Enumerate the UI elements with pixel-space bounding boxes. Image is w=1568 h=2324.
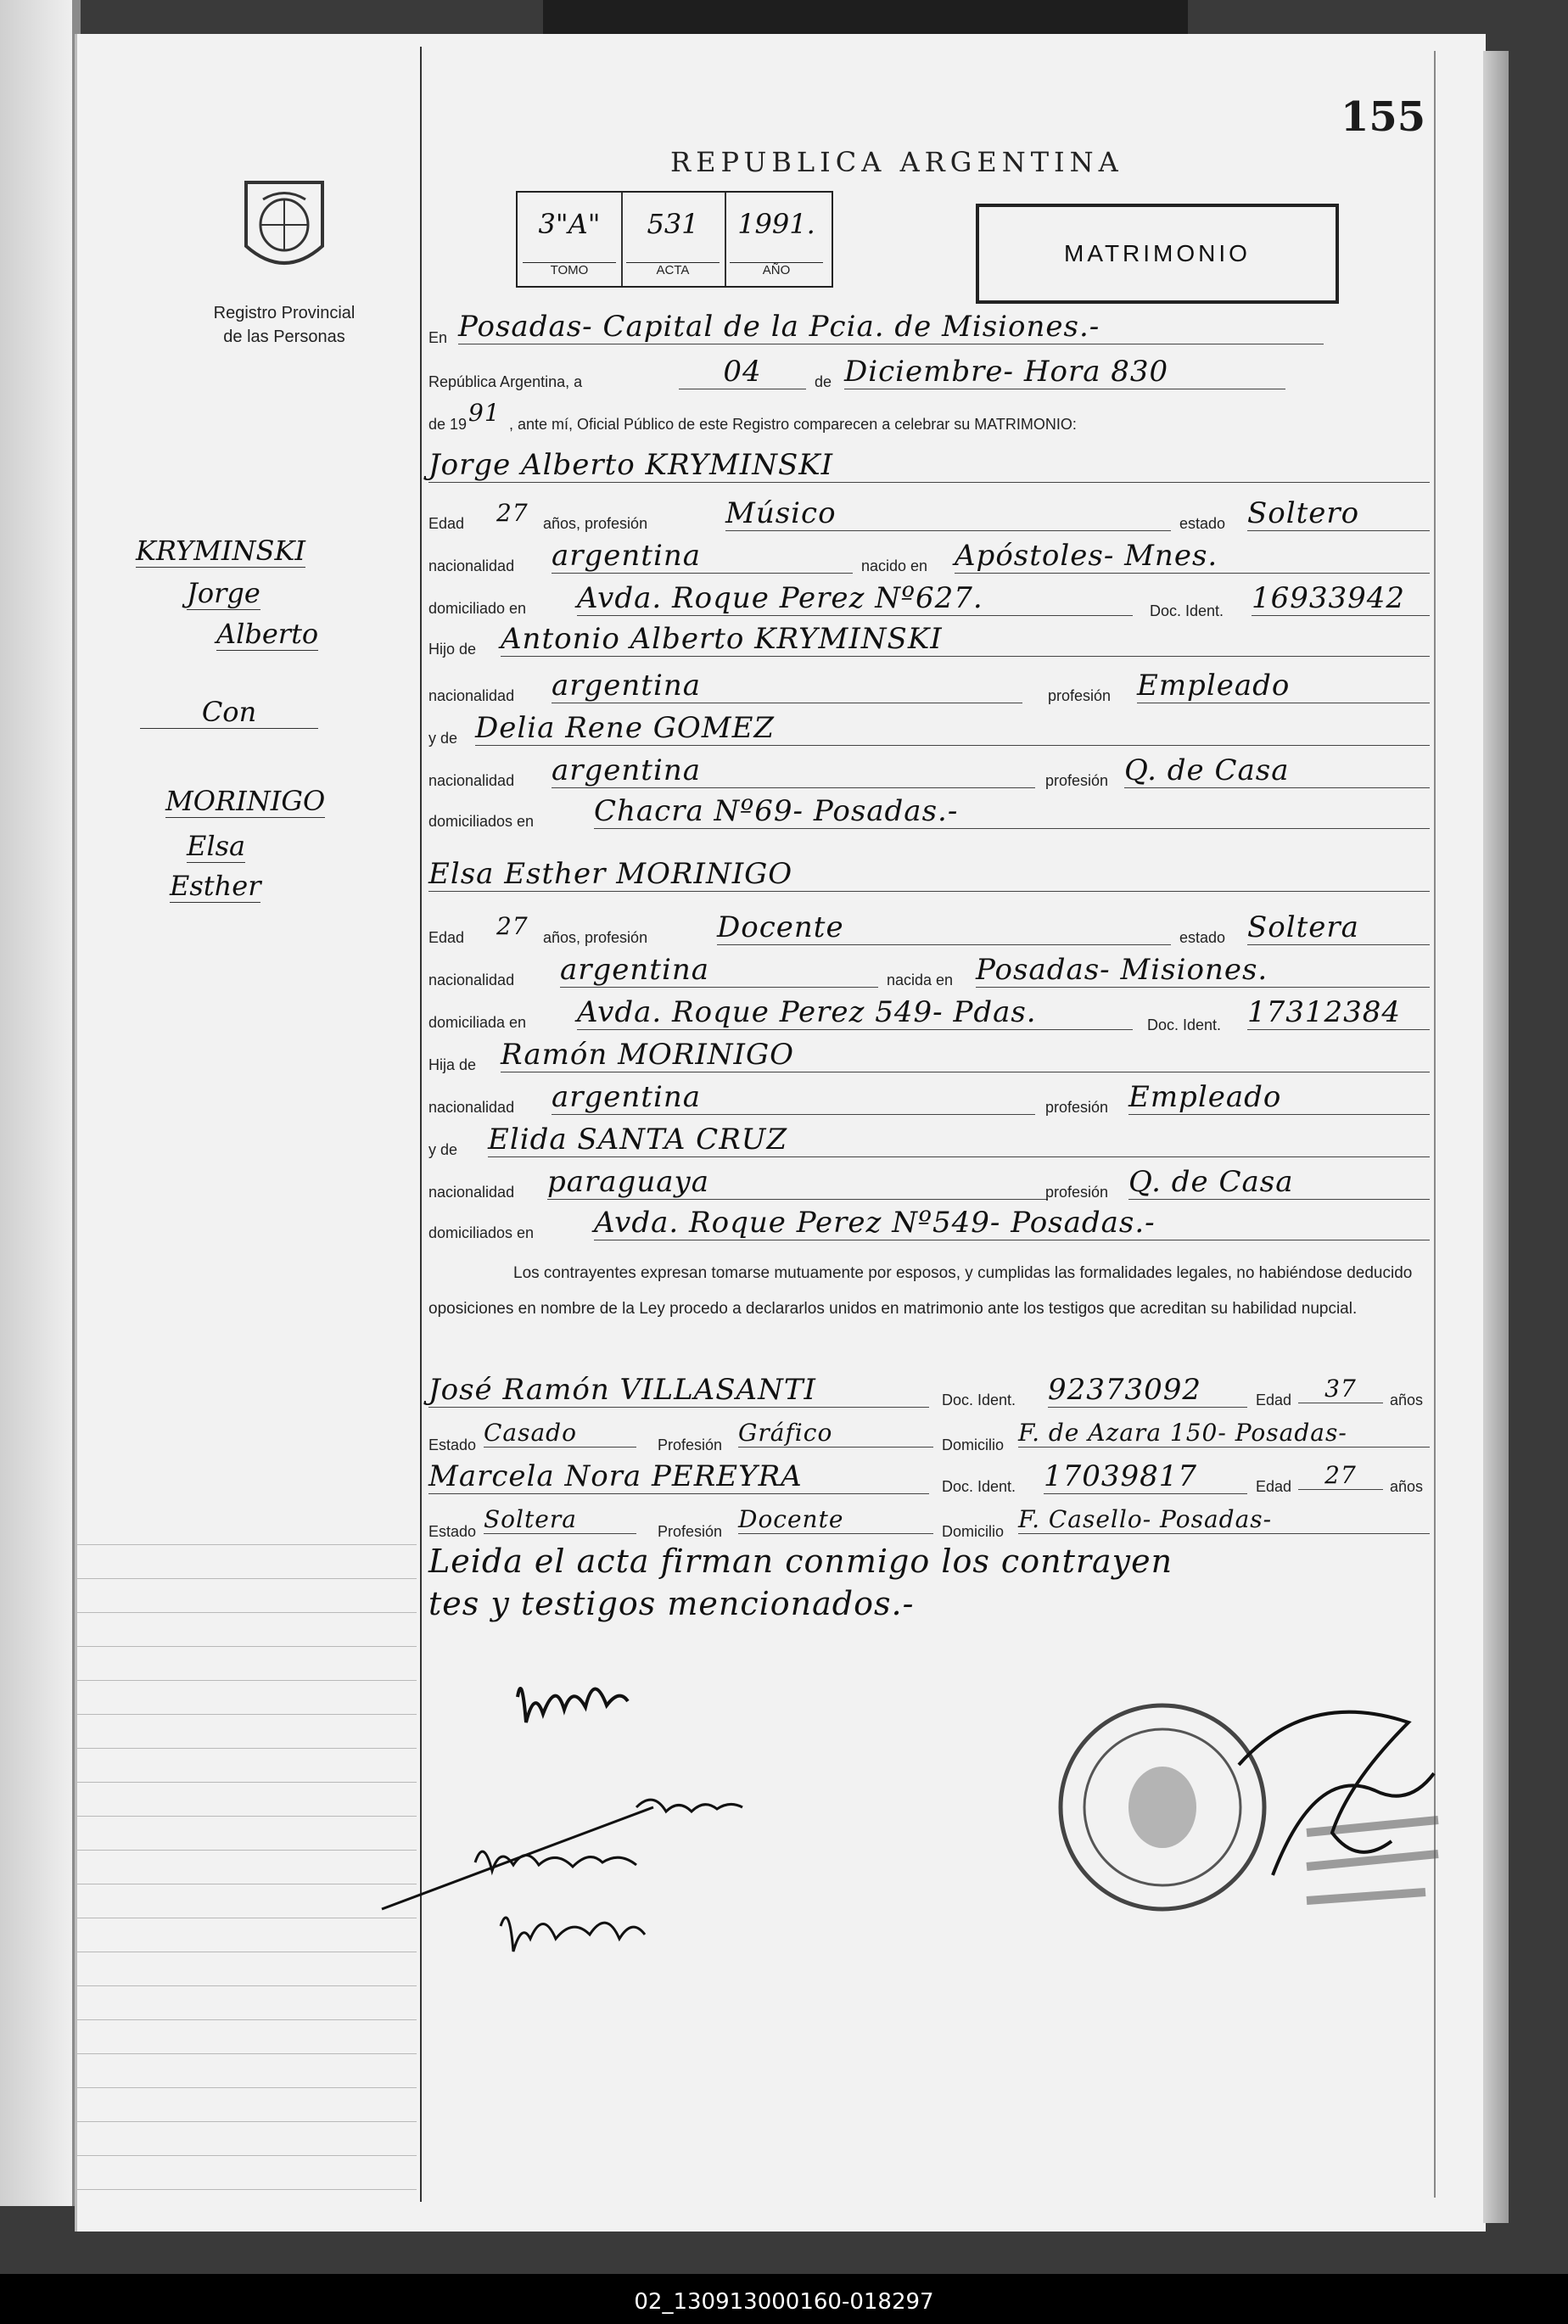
bride-estado: Soltera [1247, 910, 1430, 945]
bride-name: Elsa Esther MORINIGO [428, 857, 1430, 892]
groom-doc: 16933942 [1252, 581, 1430, 616]
groom-edad-label: Edad [428, 515, 465, 532]
en-label: En [428, 329, 448, 346]
month-value: Diciembre- Hora 830 [844, 355, 1285, 389]
witness-1-prof-label: Profesión [658, 1436, 723, 1453]
record-type-box: MATRIMONIO [976, 204, 1339, 304]
groom-father: Antonio Alberto KRYMINSKI [501, 622, 1430, 657]
republica-label: República Argentina, a [428, 373, 583, 390]
witness-2-age: 27 [1298, 1461, 1383, 1490]
bride-mother-profession: Q. de Casa [1128, 1165, 1430, 1200]
witness-1-estado: Casado [484, 1419, 636, 1448]
witness-1-doc-label: Doc. Ident. [942, 1392, 1016, 1408]
bride-dom-label: domiciliada en [428, 1014, 527, 1031]
signatures-group [373, 1655, 798, 2028]
bride-father: Ramón MORINIGO [501, 1038, 1430, 1072]
year-suffix: 91 [468, 399, 501, 427]
signature-bride [636, 1800, 742, 1812]
intro-text: , ante mí, Oficial Público de este Registro comparecen a celebrar su MATRIMONIO: [509, 416, 1077, 433]
bride-address: Avda. Roque Perez 549- Pdas. [577, 995, 1133, 1030]
witness-2-dom-label: Domicilio [942, 1523, 1005, 1540]
bride-age: 27 [496, 912, 529, 940]
bride-parents-dom-label: domiciliados en [428, 1224, 535, 1241]
witness-2-estado: Soltera [484, 1505, 636, 1534]
place-value: Posadas- Capital de la Pcia. de Misiones.- [458, 310, 1324, 344]
groom-profession: Músico [725, 496, 1171, 531]
witness-1-profession: Gráfico [738, 1419, 933, 1448]
bride-edad-label: Edad [428, 929, 465, 946]
groom-nacido-label: nacido en [861, 557, 928, 574]
groom-mother-nationality: argentina [552, 753, 1035, 788]
witness-1-edad-label: Edad [1256, 1392, 1292, 1408]
provincial-seal [238, 174, 331, 280]
record-reference-box [516, 191, 833, 288]
witness-1-estado-label: Estado [428, 1436, 477, 1453]
bride-father-nationality: argentina [552, 1080, 1035, 1115]
bride-father-prof-label: profesión [1045, 1099, 1109, 1116]
groom-name: Jorge Alberto KRYMINSKI [428, 448, 1430, 483]
margin-con: Con [140, 696, 318, 729]
witness-1-name: José Ramón VILLASANTI [428, 1373, 929, 1408]
bride-anos-label: años, profesión [543, 929, 648, 946]
witness-2-doc: 17039817 [1044, 1459, 1247, 1494]
legal-statement: Los contrayentes expresan tomarse mutuamente por esposos, y cumplidas las formalidades legales, no habiéndose deducido oposiciones en nombre de la Ley procedo a declararlos unidos en matrimonio ante los testigos que acreditan su habilidad nupcial. [428, 1264, 1413, 1318]
groom-estado: Soltero [1247, 496, 1430, 531]
witness-2-prof-label: Profesión [658, 1523, 723, 1540]
bride-nac-label: nacionalidad [428, 972, 515, 988]
bride-yde-label: y de [428, 1141, 458, 1158]
bride-estado-label: estado [1179, 929, 1226, 946]
groom-birthplace: Apóstoles- Mnes. [955, 539, 1430, 574]
signature-witness-2 [382, 1807, 653, 1909]
bride-father-profession: Empleado [1128, 1080, 1430, 1115]
official-stamp [1052, 1663, 1442, 1943]
witness-1-age: 37 [1298, 1375, 1383, 1403]
witness-2-name: Marcela Nora PEREYRA [428, 1459, 929, 1494]
signature-witness-1 [501, 1918, 645, 1952]
bride-mother-nationality: paraguaya [547, 1165, 1048, 1200]
groom-dom-label: domiciliado en [428, 600, 527, 617]
groom-nationality: argentina [552, 539, 853, 574]
bride-mother: Elida SANTA CRUZ [488, 1123, 1430, 1157]
witness-2-edad-label: Edad [1256, 1478, 1292, 1495]
acta-label: ACTA [626, 262, 720, 283]
groom-mother: Delia Rene GOMEZ [475, 711, 1430, 746]
groom-age: 27 [496, 499, 529, 527]
day-value: 04 [679, 355, 806, 389]
groom-mother-profession: Q. de Casa [1124, 753, 1430, 788]
witness-2-profession: Docente [738, 1505, 933, 1534]
witness-2-anos-label: años [1390, 1478, 1424, 1495]
witness-1-address: F. de Azara 150- Posadas- [1018, 1419, 1430, 1448]
ano-value: 1991. [737, 208, 815, 240]
bride-doc: 17312384 [1247, 995, 1430, 1030]
bride-doc-label: Doc. Ident. [1147, 1016, 1222, 1033]
groom-yde-label: y de [428, 730, 458, 747]
signature-groom [518, 1688, 628, 1722]
groom-father-nac-label: nacionalidad [428, 687, 515, 704]
country-heading: REPUBLICA ARGENTINA [670, 146, 1123, 178]
margin-rules [77, 1544, 417, 2240]
bride-mother-prof-label: profesión [1045, 1184, 1109, 1201]
bride-mother-nac-label: nacionalidad [428, 1184, 515, 1201]
bride-father-nac-label: nacionalidad [428, 1099, 515, 1116]
groom-nac-label: nacionalidad [428, 557, 515, 574]
groom-estado-label: estado [1179, 515, 1226, 532]
groom-anos-label: años, profesión [543, 515, 648, 532]
groom-hijo-label: Hijo de [428, 641, 477, 658]
registry-name [174, 301, 395, 349]
closing-line-2: tes y testigos mencionados.- [428, 1585, 915, 1622]
witness-2-doc-label: Doc. Ident. [942, 1478, 1016, 1495]
ano-label: AÑO [730, 262, 823, 283]
witness-1-doc: 92373092 [1048, 1373, 1247, 1408]
groom-father-profession: Empleado [1137, 669, 1430, 703]
groom-parents-address: Chacra Nº69- Posadas.- [594, 794, 1430, 829]
bride-nacida-label: nacida en [887, 972, 954, 988]
registry-line-2: de las Personas [223, 328, 345, 346]
tomo-value: 3"A" [538, 208, 601, 240]
groom-address: Avda. Roque Perez Nº627. [577, 581, 1133, 616]
groom-mother-prof-label: profesión [1045, 772, 1109, 789]
groom-mother-nac-label: nacionalidad [428, 772, 515, 789]
bride-birthplace: Posadas- Misiones. [976, 953, 1430, 988]
de-year-label: de 19 [428, 416, 468, 433]
witness-2-estado-label: Estado [428, 1523, 477, 1540]
witness-1-anos-label: años [1390, 1392, 1424, 1408]
margin-bride-name1: Elsa [187, 830, 246, 862]
margin-bride-name2: Esther [170, 870, 261, 902]
groom-father-prof-label: profesión [1048, 687, 1112, 704]
folio-number: 155 [1341, 93, 1426, 141]
groom-parents-dom-label: domiciliados en [428, 813, 535, 830]
groom-father-nationality: argentina [552, 669, 1022, 703]
de-label: de [815, 373, 832, 390]
bride-nationality: argentina [560, 953, 878, 988]
groom-doc-label: Doc. Ident. [1150, 602, 1224, 619]
registry-line-1: Registro Provincial [213, 304, 356, 322]
closing-line-1: Leida el acta firman conmigo los contrayen [428, 1543, 1173, 1580]
acta-value: 531 [647, 208, 699, 240]
margin-groom-name2: Alberto [216, 618, 319, 650]
margin-groom-surname: KRYMINSKI [136, 535, 306, 567]
margin-groom-name1: Jorge [187, 577, 260, 609]
bride-profession: Docente [717, 910, 1171, 945]
margin-bride-surname: MORINIGO [165, 785, 326, 817]
tomo-label: TOMO [523, 262, 616, 283]
bride-parents-address: Avda. Roque Perez Nº549- Posadas.- [594, 1206, 1430, 1240]
ref-divider [725, 193, 726, 286]
witness-2-address: F. Casello- Posadas- [1018, 1505, 1430, 1534]
page-edge [1483, 51, 1509, 2223]
previous-page-paper [0, 0, 72, 2206]
ref-divider [621, 193, 623, 286]
image-filename: 02_130913000160-018297 [634, 2289, 934, 2315]
witness-1-dom-label: Domicilio [942, 1436, 1005, 1453]
bride-hija-label: Hija de [428, 1056, 477, 1073]
